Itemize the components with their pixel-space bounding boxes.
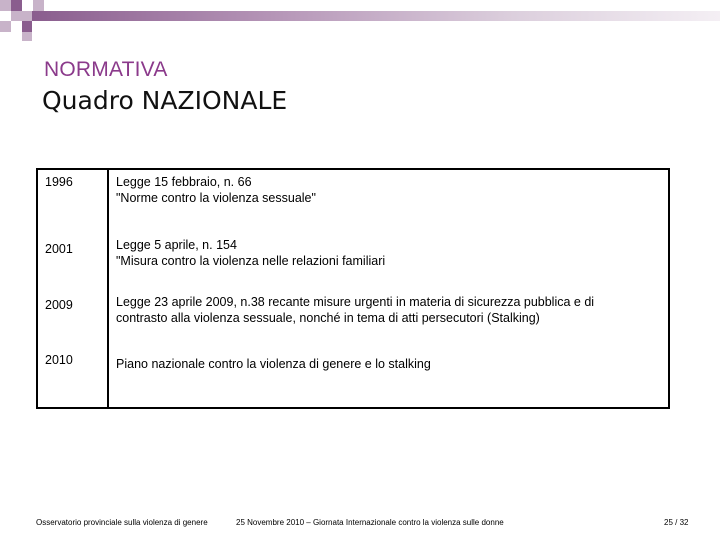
decor-square-7 bbox=[22, 32, 32, 41]
decor-square-6 bbox=[22, 21, 32, 32]
row-text-line2: "Norme contro la violenza sessuale" bbox=[116, 191, 316, 205]
row-year: 1996 bbox=[45, 175, 73, 189]
slide-subtitle: Quadro NAZIONALE bbox=[42, 86, 288, 115]
row-year: 2001 bbox=[45, 242, 73, 256]
footer-left: Osservatorio provinciale sulla violenza di genere bbox=[36, 518, 208, 527]
footer-center: 25 Novembre 2010 – Giornata Internazionale contro la violenza sulle donne bbox=[236, 518, 504, 527]
row-text-line1: Legge 23 aprile 2009, n.38 recante misure urgenti in materia di sicurezza pubblica e di bbox=[116, 295, 595, 309]
decor-square-5 bbox=[0, 21, 11, 32]
row-text-line2: contrasto alla violenza sessuale, nonché in tema di atti persecutori (Stalking) bbox=[116, 311, 540, 325]
row-text-line1: Piano nazionale contro la violenza di genere e lo stalking bbox=[116, 357, 431, 371]
row-text-line1: Legge 15 febbraio, n. 66 bbox=[116, 175, 252, 189]
decor-square-3 bbox=[33, 0, 44, 11]
row-text-line2: "Misura contro la violenza nelle relazioni familiari bbox=[116, 254, 386, 268]
row-text-line1: Legge 5 aprile, n. 154 bbox=[116, 238, 237, 252]
slide-title: NORMATIVA bbox=[44, 58, 168, 81]
header-gradient-bar bbox=[32, 11, 720, 21]
legislation-table bbox=[36, 168, 670, 409]
row-text bbox=[116, 356, 656, 372]
row-year: 2009 bbox=[45, 298, 73, 312]
decor-square-1 bbox=[0, 0, 11, 11]
decor-square-4 bbox=[11, 11, 32, 21]
row-text bbox=[116, 237, 656, 269]
row-text bbox=[116, 174, 656, 206]
row-year: 2010 bbox=[45, 353, 73, 367]
column-divider bbox=[107, 170, 109, 407]
page-number: 25 / 32 bbox=[664, 518, 689, 527]
decor-square-2 bbox=[11, 0, 22, 11]
row-text bbox=[116, 294, 656, 326]
